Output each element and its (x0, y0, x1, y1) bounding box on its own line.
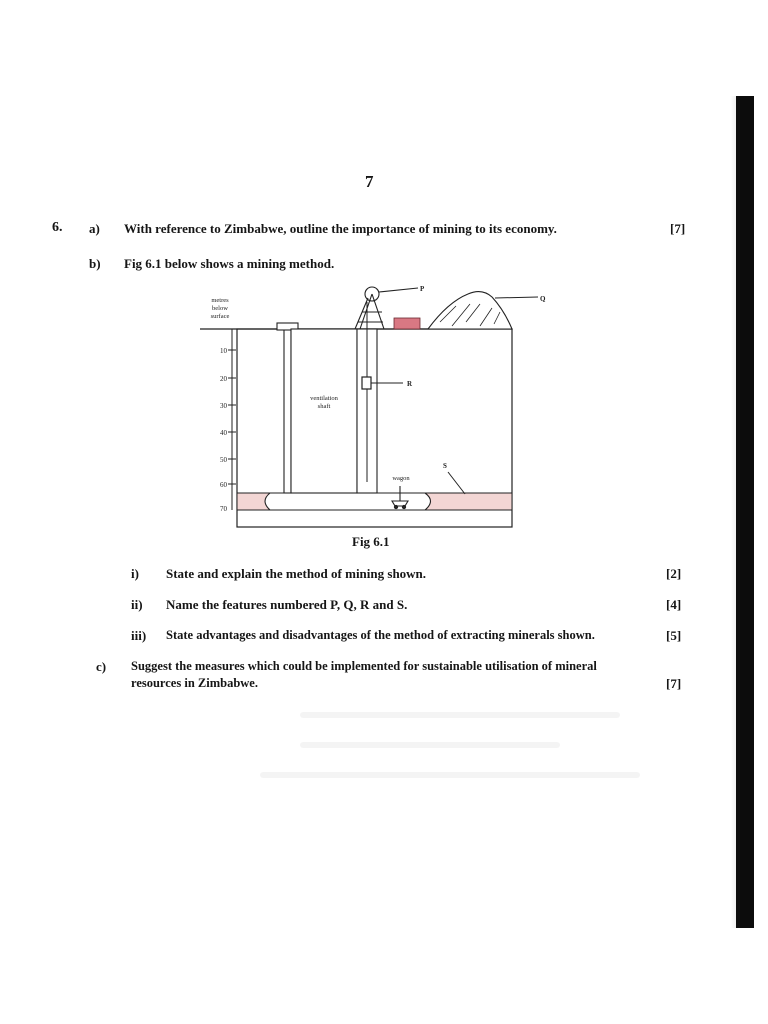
axis-title-2: below (212, 305, 228, 312)
scan-edge (736, 96, 754, 928)
part-c-label: c) (96, 659, 107, 674)
cage (362, 377, 371, 389)
mining-diagram (200, 282, 546, 552)
depth-tick: 40 (220, 429, 227, 437)
bleed-through (300, 742, 560, 748)
subpart-i-marks: [2] (666, 566, 682, 581)
depth-tick: 20 (220, 375, 227, 383)
bleed-through (300, 712, 620, 718)
subpart-ii-text: Name the features numbered P, Q, R and S. (166, 597, 408, 612)
wagon-label: wagon (392, 475, 410, 482)
question-number: 6. (52, 220, 63, 235)
part-c-marks: [7] (666, 676, 682, 691)
part-c-text-line2: resources in Zimbabwe. (131, 676, 258, 690)
part-a-marks: [7] (670, 221, 686, 236)
axis-title-1: metres (211, 297, 229, 304)
figure-caption: Fig 6.1 (352, 534, 390, 549)
depth-tick: 10 (220, 347, 227, 355)
subpart-ii-marks: [4] (666, 597, 682, 612)
winding-house (394, 318, 420, 329)
shaft-label-2: shaft (317, 403, 331, 410)
label-S: S (443, 462, 447, 470)
part-a-label: a) (89, 221, 100, 236)
axis-title-3: surface (210, 313, 230, 320)
spoil-heap (428, 292, 512, 329)
subpart-iii-marks: [5] (666, 628, 682, 643)
subpart-i-label: i) (131, 566, 139, 581)
depth-tick: 70 (220, 505, 227, 513)
subpart-iii-text: State advantages and disadvantages of the method of extracting minerals shown. (166, 628, 595, 642)
part-b-label: b) (89, 256, 101, 271)
label-Q: Q (540, 295, 546, 303)
depth-tick: 60 (220, 481, 227, 489)
bleed-through (260, 772, 640, 778)
depth-tick: 30 (220, 402, 227, 410)
depth-tick: 50 (220, 456, 227, 464)
ventilation-shaft (284, 329, 291, 493)
subpart-iii-label: iii) (131, 628, 147, 643)
part-c-text-line1: Suggest the measures which could be implemented for sustainable utilisation of mineral (131, 659, 597, 673)
subpart-ii-label: ii) (131, 597, 143, 612)
shaft-label-1: ventilation (310, 395, 338, 402)
part-a-text: With reference to Zimbabwe, outline the importance of mining to its economy. (124, 221, 557, 236)
label-R: R (407, 380, 413, 388)
label-P: P (420, 285, 425, 293)
part-b-text: Fig 6.1 below shows a mining method. (124, 256, 335, 271)
subpart-i-text: State and explain the method of mining shown. (166, 566, 427, 581)
page-number: 7 (365, 172, 374, 191)
